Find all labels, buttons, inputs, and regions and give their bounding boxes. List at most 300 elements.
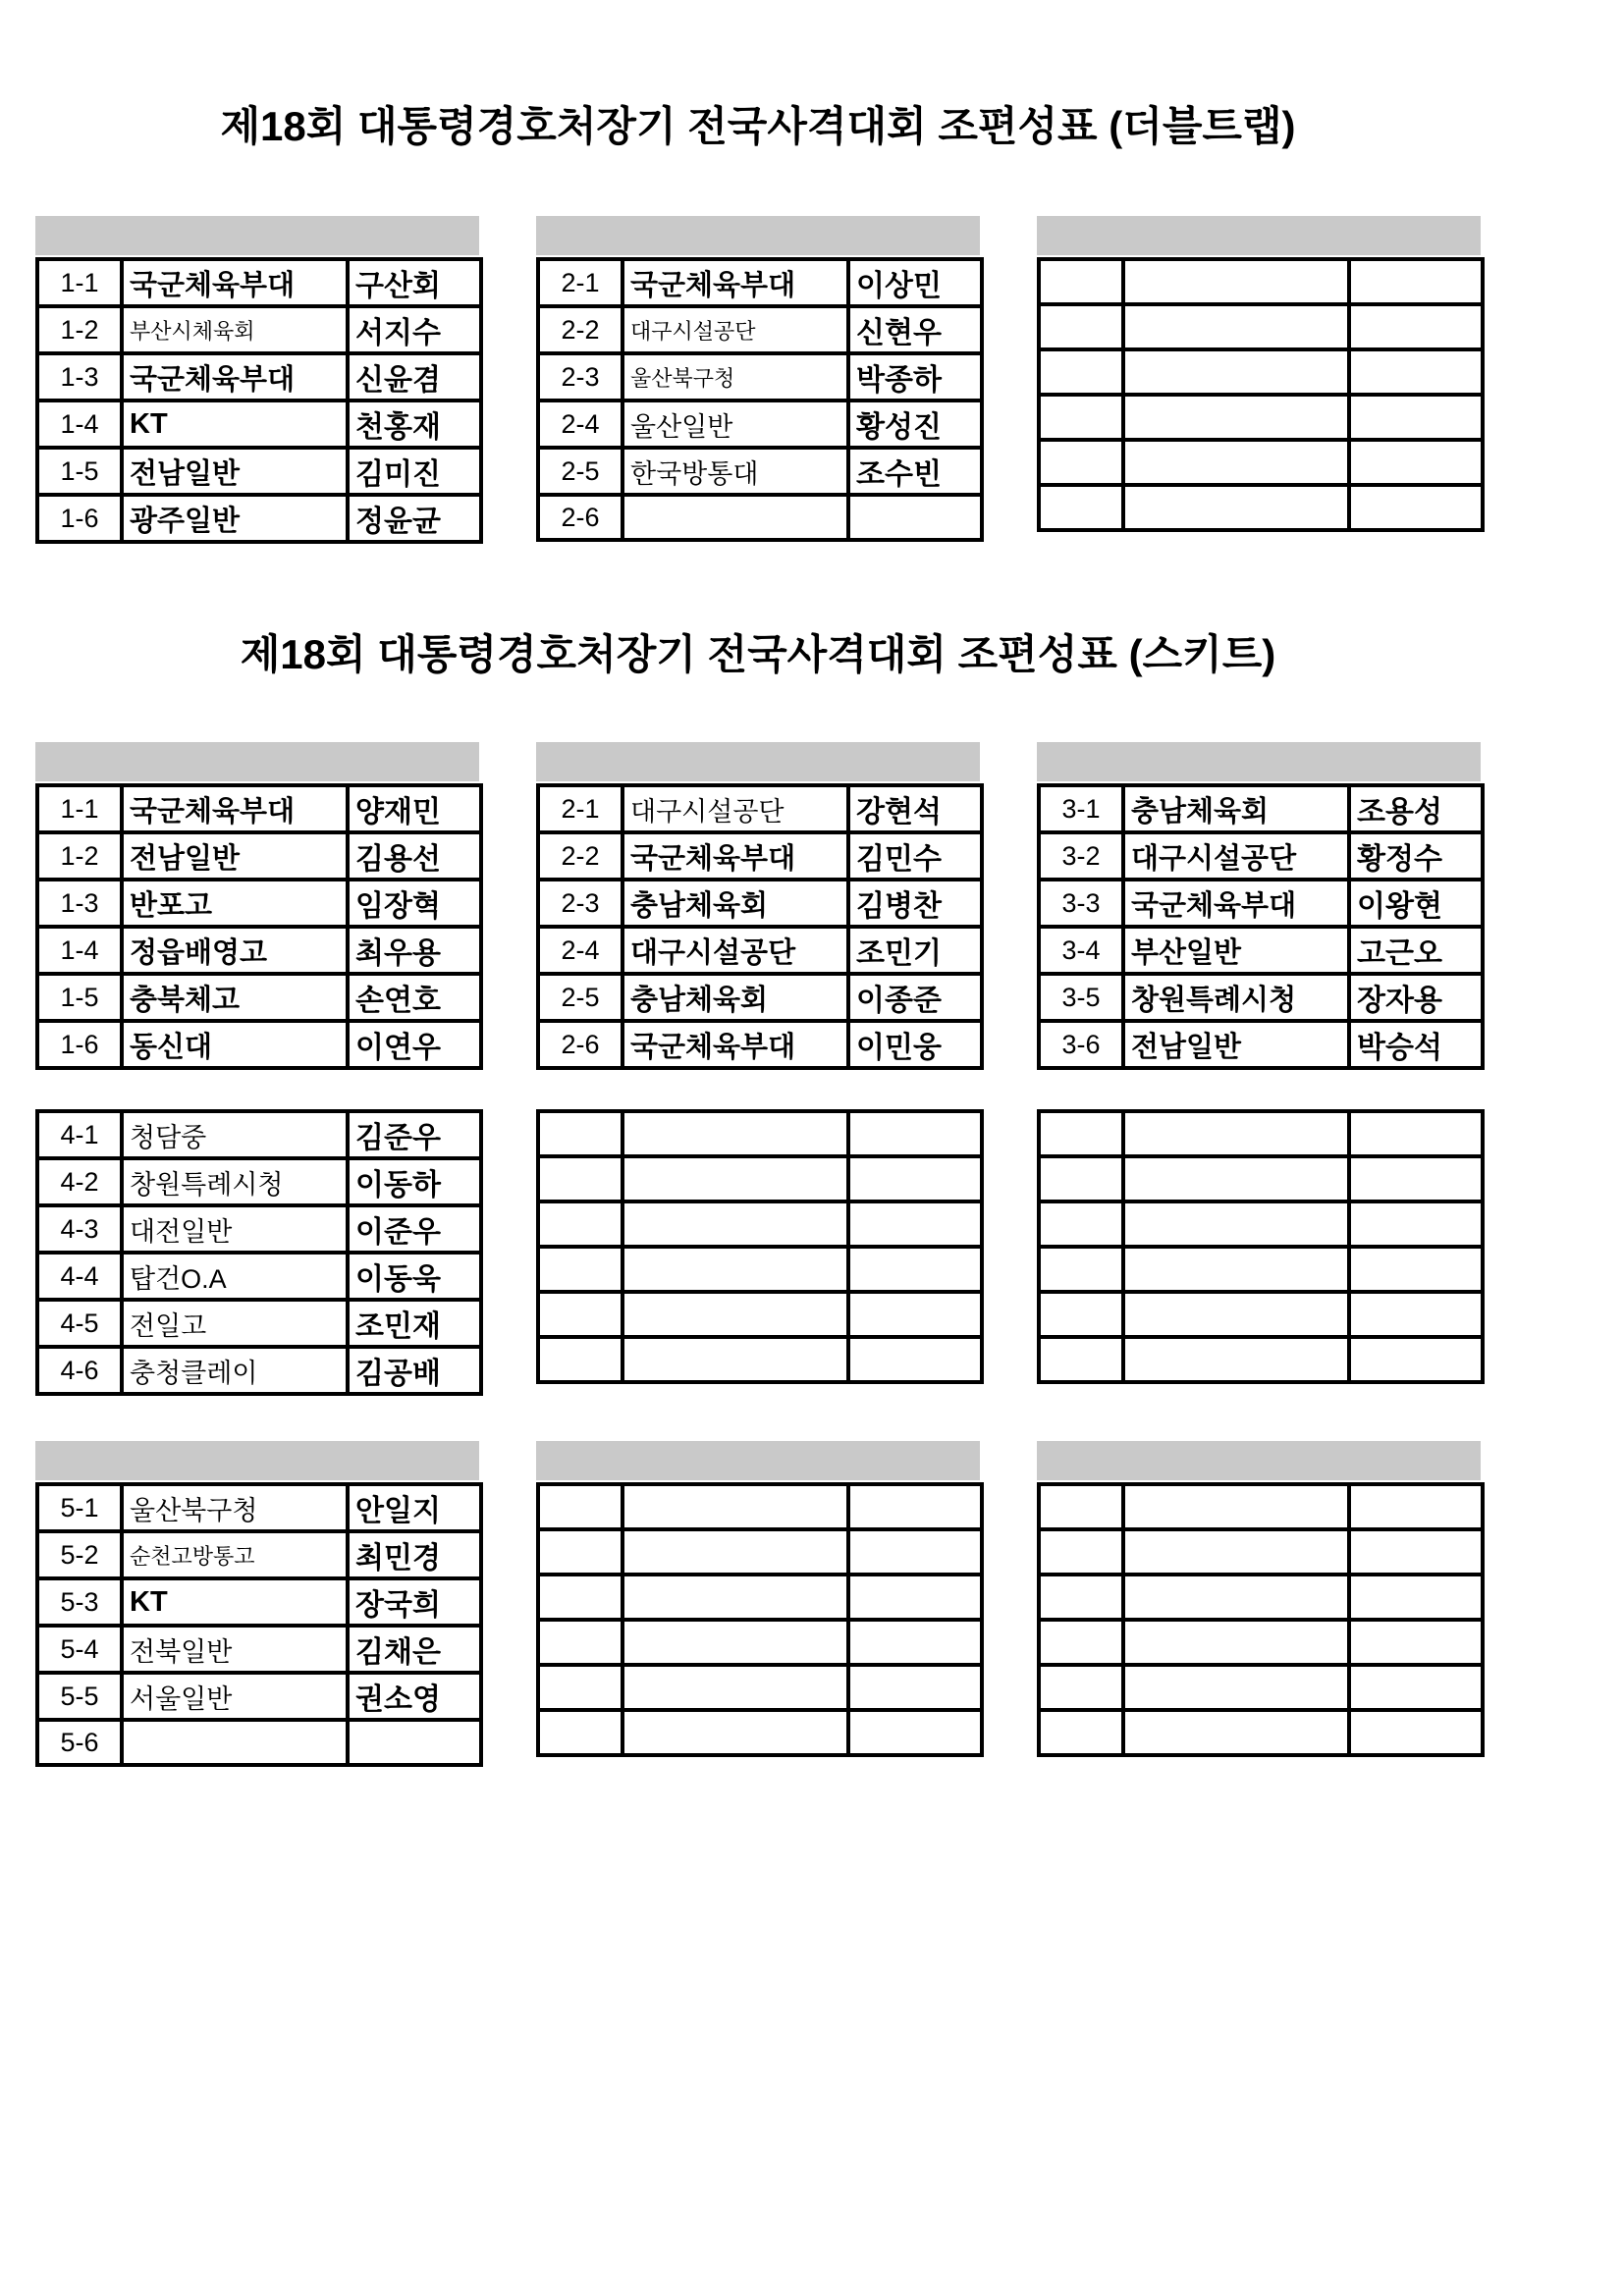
athlete-name-cell [848,495,982,540]
group-table-block [536,742,980,1070]
table-row [538,306,982,353]
team-cell: 정읍배영고 [122,927,348,974]
athlete-name-cell [1349,1484,1483,1529]
team-cell: 창원특례시청 [1123,974,1349,1021]
group-number-cell [538,1247,623,1292]
group-number-cell [1039,1665,1123,1710]
team-cell: 전북일반 [122,1626,348,1673]
athlete-name-cell [848,1292,982,1337]
team-cell: 국군체육부대 [122,259,348,306]
team-cell: 한국방통대 [623,448,848,495]
group-number-cell: 2-3 [538,353,623,400]
group-table [536,1109,984,1384]
team-cell: 국군체육부대 [623,259,848,306]
athlete-name-cell [848,1575,982,1620]
group-number-cell [538,1156,623,1201]
table-row [1039,1292,1483,1337]
table-row [1039,1710,1483,1755]
athlete-name-cell [1349,440,1483,485]
group-table [1037,1482,1485,1757]
team-cell [1123,1529,1349,1575]
table-row-group [35,1109,1481,1396]
table-row [538,1292,982,1337]
athlete-name-cell: 황성진 [848,400,982,448]
group-table-block [35,1441,479,1767]
team-cell: 부산시체육회 [122,306,348,353]
group-table [536,1482,984,1757]
group-table-block [1037,216,1481,544]
table-header-bar [1037,1441,1481,1480]
table-row [37,880,481,927]
group-table [35,257,483,544]
group-number-cell [538,1575,623,1620]
table-row [1039,1021,1483,1068]
table-row [538,1710,982,1755]
athlete-name-cell: 신현우 [848,306,982,353]
team-cell: 국군체육부대 [122,785,348,832]
group-number-cell: 2-6 [538,495,623,540]
team-cell [1123,1111,1349,1156]
team-cell [1123,1575,1349,1620]
athlete-name-cell: 김병찬 [848,880,982,927]
table-row [538,448,982,495]
team-cell [623,1665,848,1710]
table-row-group [35,742,1481,1070]
group-number-cell: 5-4 [37,1626,122,1673]
athlete-name-cell: 박승석 [1349,1021,1483,1068]
table-row [1039,1111,1483,1156]
athlete-name-cell [1349,1710,1483,1755]
group-number-cell: 1-5 [37,974,122,1021]
table-row [1039,485,1483,530]
athlete-name-cell: 강현석 [848,785,982,832]
group-number-cell: 1-3 [37,880,122,927]
table-row [1039,927,1483,974]
team-cell: 울산북구청 [122,1484,348,1531]
table-row [37,495,481,542]
group-table [536,783,984,1070]
group-number-cell [1039,1156,1123,1201]
team-cell: 전남일반 [1123,1021,1349,1068]
group-table [536,257,984,542]
athlete-name-cell: 김미진 [348,448,481,495]
athlete-name-cell: 이연우 [348,1021,481,1068]
table-header-bar [536,1441,980,1480]
table-row [37,1253,481,1300]
athlete-name-cell [1349,485,1483,530]
group-number-cell [1039,1247,1123,1292]
athlete-name-cell: 장자용 [1349,974,1483,1021]
group-number-cell [1039,1201,1123,1247]
team-cell: 광주일반 [122,495,348,542]
table-row [1039,259,1483,304]
table-row [37,832,481,880]
table-row [538,1111,982,1156]
team-cell [623,1484,848,1529]
table-row [37,1347,481,1394]
table-row [538,259,982,306]
table-row [1039,1529,1483,1575]
group-number-cell: 2-5 [538,448,623,495]
athlete-name-cell: 안일지 [348,1484,481,1531]
table-row [1039,304,1483,349]
group-number-cell: 1-2 [37,832,122,880]
team-cell: 탑건O.A [122,1253,348,1300]
group-number-cell: 2-4 [538,927,623,974]
group-number-cell [1039,1620,1123,1665]
athlete-name-cell [1349,304,1483,349]
table-row [37,259,481,306]
table-row [538,927,982,974]
team-cell [1123,440,1349,485]
athlete-name-cell: 천홍재 [348,400,481,448]
group-number-cell [1039,1292,1123,1337]
group-number-cell [1039,395,1123,440]
team-cell: 국군체육부대 [623,1021,848,1068]
team-cell: 순천고방통고 [122,1531,348,1578]
table-row [37,1205,481,1253]
team-cell [1123,1292,1349,1337]
table-row [37,400,481,448]
table-row [37,927,481,974]
table-row [538,1484,982,1529]
team-cell: 대구시설공단 [1123,832,1349,880]
table-row [1039,349,1483,395]
group-number-cell [538,1665,623,1710]
table-row [1039,1484,1483,1529]
group-number-cell: 1-5 [37,448,122,495]
table-row [37,1578,481,1626]
team-cell [623,1111,848,1156]
group-number-cell: 3-2 [1039,832,1123,880]
table-header-bar [35,742,479,781]
athlete-name-cell: 장국희 [348,1578,481,1626]
athlete-name-cell [1349,259,1483,304]
team-cell: 국군체육부대 [623,832,848,880]
athlete-name-cell: 조용성 [1349,785,1483,832]
athlete-name-cell: 손연호 [348,974,481,1021]
team-cell [1123,1247,1349,1292]
group-number-cell [1039,1529,1123,1575]
team-cell [623,1156,848,1201]
group-number-cell: 3-3 [1039,880,1123,927]
team-cell [623,1247,848,1292]
group-number-cell [1039,1337,1123,1382]
athlete-name-cell [1349,1111,1483,1156]
table-row [37,1531,481,1578]
team-cell [1123,1620,1349,1665]
group-number-cell [1039,1484,1123,1529]
team-cell: 충북체고 [122,974,348,1021]
table-row [538,353,982,400]
group-number-cell: 4-3 [37,1205,122,1253]
table-row [37,1158,481,1205]
athlete-name-cell: 조민기 [848,927,982,974]
table-row [1039,974,1483,1021]
athlete-name-cell [848,1710,982,1755]
athlete-name-cell: 구산회 [348,259,481,306]
group-number-cell [538,1620,623,1665]
team-cell [1123,259,1349,304]
team-cell [623,1201,848,1247]
team-cell: 울산북구청 [623,353,848,400]
table-row [1039,395,1483,440]
table-row [1039,1201,1483,1247]
team-cell: 부산일반 [1123,927,1349,974]
table-row [538,1021,982,1068]
table-row [37,785,481,832]
team-cell [1123,1484,1349,1529]
athlete-name-cell [1349,395,1483,440]
table-row [538,1620,982,1665]
athlete-name-cell [1349,1529,1483,1575]
group-table [35,1109,483,1396]
team-cell: 울산일반 [623,400,848,448]
table-row [538,1156,982,1201]
group-number-cell [1039,349,1123,395]
athlete-name-cell: 이왕현 [1349,880,1483,927]
group-table-block [1037,742,1481,1070]
table-header-bar [1037,742,1481,781]
group-number-cell: 4-6 [37,1347,122,1394]
group-number-cell: 1-2 [37,306,122,353]
group-number-cell: 4-4 [37,1253,122,1300]
athlete-name-cell: 김공배 [348,1347,481,1394]
page [35,0,1481,1767]
athlete-name-cell: 권소영 [348,1673,481,1720]
table-header-bar [35,216,479,255]
team-cell [623,1575,848,1620]
group-number-cell: 3-1 [1039,785,1123,832]
athlete-name-cell: 서지수 [348,306,481,353]
athlete-name-cell: 이동욱 [348,1253,481,1300]
group-table [1037,1109,1485,1384]
athlete-name-cell: 임장혁 [348,880,481,927]
group-number-cell: 3-4 [1039,927,1123,974]
team-cell [623,1529,848,1575]
team-cell [1123,304,1349,349]
team-cell: 대구시설공단 [623,785,848,832]
table-row [538,974,982,1021]
athlete-name-cell [1349,349,1483,395]
table-row [1039,785,1483,832]
group-number-cell: 2-5 [538,974,623,1021]
team-cell [623,1337,848,1382]
group-table-block [536,216,980,544]
group-number-cell: 5-6 [37,1720,122,1765]
group-table-block [35,742,479,1070]
group-number-cell [1039,1710,1123,1755]
table-row [37,1111,481,1158]
table-row [538,495,982,540]
athlete-name-cell: 김채은 [348,1626,481,1673]
athlete-name-cell [1349,1620,1483,1665]
team-cell: KT [122,400,348,448]
athlete-name-cell: 이상민 [848,259,982,306]
team-cell [623,1620,848,1665]
table-row [37,306,481,353]
group-number-cell: 4-2 [37,1158,122,1205]
team-cell: 전남일반 [122,832,348,880]
table-row [1039,1620,1483,1665]
athlete-name-cell: 황정수 [1349,832,1483,880]
group-table-block [536,1109,980,1396]
table-row [1039,1337,1483,1382]
group-number-cell: 2-2 [538,832,623,880]
athlete-name-cell: 이준우 [348,1205,481,1253]
table-row [538,1201,982,1247]
team-cell: 충청클레이 [122,1347,348,1394]
table-row [1039,1575,1483,1620]
group-table-block [536,1441,980,1767]
athlete-name-cell: 고근오 [1349,927,1483,974]
table-row [1039,1247,1483,1292]
team-cell [623,495,848,540]
group-number-cell [1039,440,1123,485]
table-row [538,832,982,880]
group-number-cell [538,1710,623,1755]
team-cell: 충남체육회 [623,974,848,1021]
athlete-name-cell: 박종하 [848,353,982,400]
table-row [538,1665,982,1710]
group-table-block [35,1109,479,1396]
team-cell [623,1710,848,1755]
team-cell [1123,1665,1349,1710]
table-row [538,1337,982,1382]
table-header-bar [536,742,980,781]
group-number-cell: 2-3 [538,880,623,927]
table-header-bar [536,216,980,255]
group-number-cell: 2-6 [538,1021,623,1068]
group-table [35,1482,483,1767]
athlete-name-cell: 조민재 [348,1300,481,1347]
group-number-cell: 1-4 [37,927,122,974]
athlete-name-cell [1349,1337,1483,1382]
table-row [1039,440,1483,485]
team-cell: 청담중 [122,1111,348,1158]
athlete-name-cell [848,1247,982,1292]
group-number-cell: 3-6 [1039,1021,1123,1068]
table-header-bar [35,1441,479,1480]
athlete-name-cell: 양재민 [348,785,481,832]
group-number-cell: 2-1 [538,259,623,306]
table-row [37,1021,481,1068]
athlete-name-cell: 정윤균 [348,495,481,542]
group-number-cell [1039,1575,1123,1620]
team-cell: 대구시설공단 [623,927,848,974]
group-number-cell: 5-1 [37,1484,122,1531]
table-row [37,1300,481,1347]
athlete-name-cell [348,1720,481,1765]
athlete-name-cell: 이종준 [848,974,982,1021]
table-row-group [35,1441,1481,1767]
group-number-cell: 1-1 [37,259,122,306]
table-row [37,1720,481,1765]
table-row [37,1484,481,1531]
group-number-cell: 1-1 [37,785,122,832]
group-number-cell [538,1201,623,1247]
team-cell: 전남일반 [122,448,348,495]
athlete-name-cell: 김준우 [348,1111,481,1158]
team-cell: 대구시설공단 [623,306,848,353]
group-number-cell: 1-4 [37,400,122,448]
skeet-table-section [35,742,1481,1767]
team-cell: 국군체육부대 [122,353,348,400]
team-cell: KT [122,1578,348,1626]
athlete-name-cell [848,1529,982,1575]
table-row [538,400,982,448]
table-row [538,880,982,927]
table-row [1039,1665,1483,1710]
group-number-cell [1039,259,1123,304]
team-cell [623,1292,848,1337]
table-row [538,1529,982,1575]
team-cell: 국군체육부대 [1123,880,1349,927]
group-table [1037,783,1485,1070]
table-row [538,785,982,832]
athlete-name-cell [848,1201,982,1247]
athlete-name-cell: 김용선 [348,832,481,880]
team-cell [1123,349,1349,395]
table-row [37,1626,481,1673]
table-row [37,353,481,400]
team-cell: 동신대 [122,1021,348,1068]
table-row [538,1247,982,1292]
athlete-name-cell: 김민수 [848,832,982,880]
team-cell [1123,1156,1349,1201]
table-header-bar [1037,216,1481,255]
team-cell [122,1720,348,1765]
table-row [37,1673,481,1720]
athlete-name-cell [1349,1201,1483,1247]
athlete-name-cell: 최우용 [348,927,481,974]
team-cell: 충남체육회 [1123,785,1349,832]
group-number-cell [538,1292,623,1337]
table-row [37,448,481,495]
team-cell: 전일고 [122,1300,348,1347]
group-number-cell: 4-5 [37,1300,122,1347]
doubletrap-table-section [35,216,1481,544]
group-number-cell: 2-2 [538,306,623,353]
group-number-cell: 5-5 [37,1673,122,1720]
athlete-name-cell: 이동하 [348,1158,481,1205]
group-number-cell: 4-1 [37,1111,122,1158]
team-cell [1123,1201,1349,1247]
team-cell: 대전일반 [122,1205,348,1253]
group-number-cell: 5-3 [37,1578,122,1626]
athlete-name-cell [848,1665,982,1710]
group-number-cell: 3-5 [1039,974,1123,1021]
group-number-cell [538,1484,623,1529]
section-title-doubletrap: 제18회 대통령경호처장기 전국사격대회 조편성표 (더블트랩) [220,103,1296,149]
athlete-name-cell [848,1156,982,1201]
athlete-name-cell [848,1111,982,1156]
team-cell: 창원특례시청 [122,1158,348,1205]
group-number-cell [1039,1111,1123,1156]
athlete-name-cell [848,1337,982,1382]
athlete-name-cell: 조수빈 [848,448,982,495]
athlete-name-cell: 신윤겸 [348,353,481,400]
team-cell [1123,1337,1349,1382]
athlete-name-cell: 이민웅 [848,1021,982,1068]
group-table-block [1037,1441,1481,1767]
team-cell [1123,395,1349,440]
team-cell: 반포고 [122,880,348,927]
table-row [1039,880,1483,927]
athlete-name-cell [848,1620,982,1665]
table-row [538,1575,982,1620]
athlete-name-cell [1349,1156,1483,1201]
